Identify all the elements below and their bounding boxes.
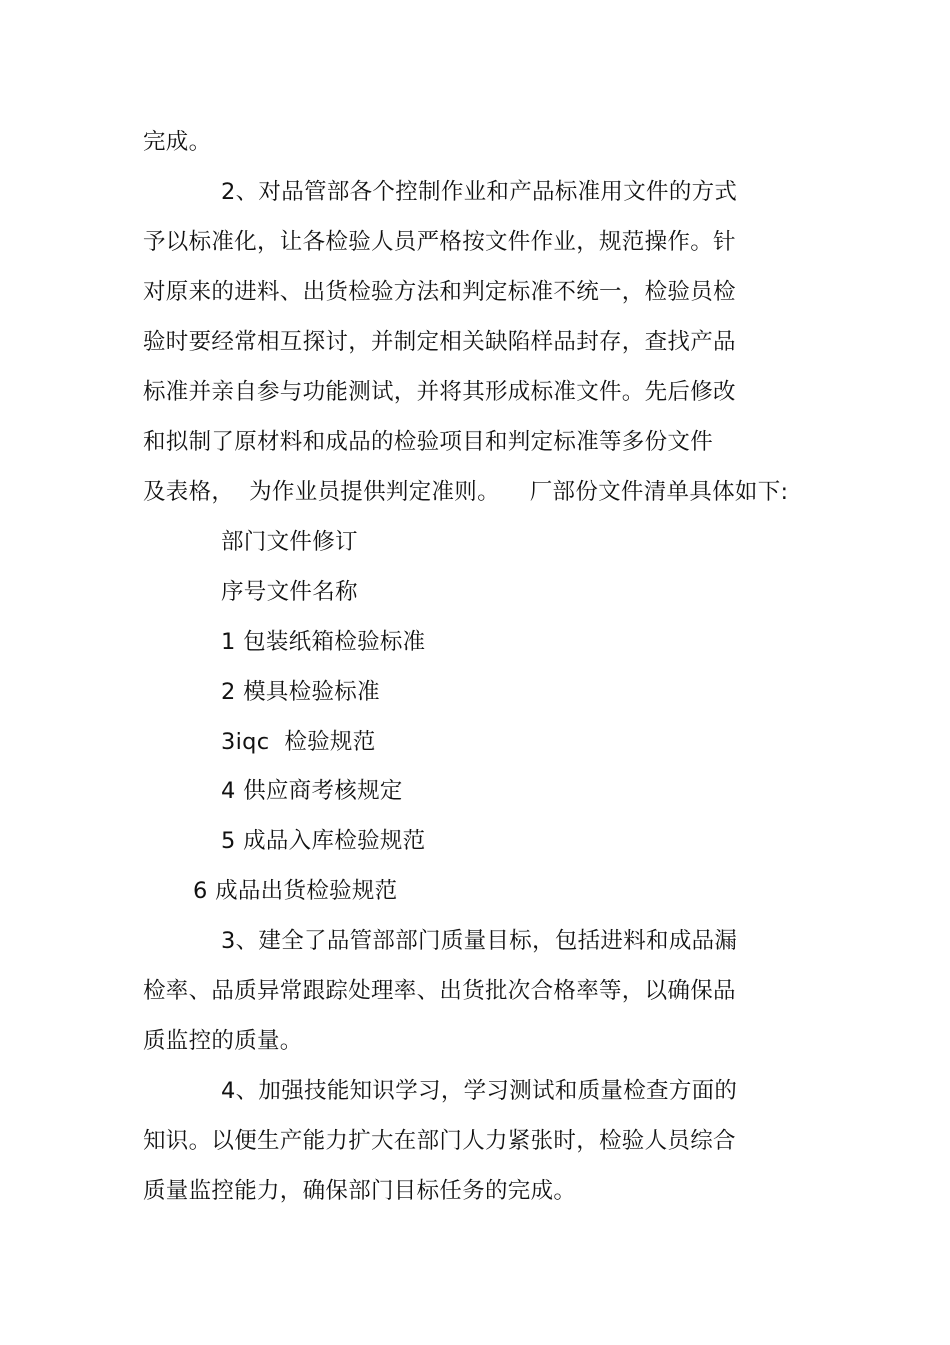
text-line-item4-start: 4、加强技能知识学习，学习测试和质量检查方面的 xyxy=(221,1078,738,1104)
list-item: 5 成品入库检验规范 xyxy=(221,828,426,854)
text-line: 标准并亲自参与功能测试，并将其形成标准文件。先后修改 xyxy=(143,379,736,405)
list-heading: 部门文件修订 xyxy=(221,529,358,555)
text-line-item2-start: 2、对品管部各个控制作业和产品标准用文件的方式 xyxy=(221,179,738,205)
text-line-completion: 完成。 xyxy=(143,129,212,155)
text-line: 验时要经常相互探讨，并制定相关缺陷样品封存，查找产品 xyxy=(143,329,736,355)
list-item: 1 包装纸箱检验标准 xyxy=(221,629,426,655)
text-line: 予以标准化，让各检验人员严格按文件作业，规范操作。针 xyxy=(143,229,736,255)
text-line: 检率、品质异常跟踪处理率、出货批次合格率等，以确保品 xyxy=(143,978,736,1004)
text-line: 及表格， 为作业员提供判定准则。 厂部份文件清单具体如下: xyxy=(143,479,789,505)
list-column-header: 序号文件名称 xyxy=(221,579,358,605)
list-item: 3iqc 检验规范 xyxy=(221,729,376,755)
list-item: 6 成品出货检验规范 xyxy=(193,878,398,904)
text-line: 和拟制了原材料和成品的检验项目和判定标准等多份文件 xyxy=(143,429,714,455)
text-line: 知识。以便生产能力扩大在部门人力紧张时，检验人员综合 xyxy=(143,1128,736,1154)
text-line-item3-start: 3、建全了品管部部门质量目标，包括进料和成品漏 xyxy=(221,928,738,954)
list-item: 2 模具检验标准 xyxy=(221,679,380,705)
list-item: 4 供应商考核规定 xyxy=(221,778,403,804)
text-line: 质量监控能力，确保部门目标任务的完成。 xyxy=(143,1178,577,1204)
text-line: 质监控的质量。 xyxy=(143,1028,303,1054)
text-line: 对原来的进料、出货检验方法和判定标准不统一，检验员检 xyxy=(143,279,736,305)
